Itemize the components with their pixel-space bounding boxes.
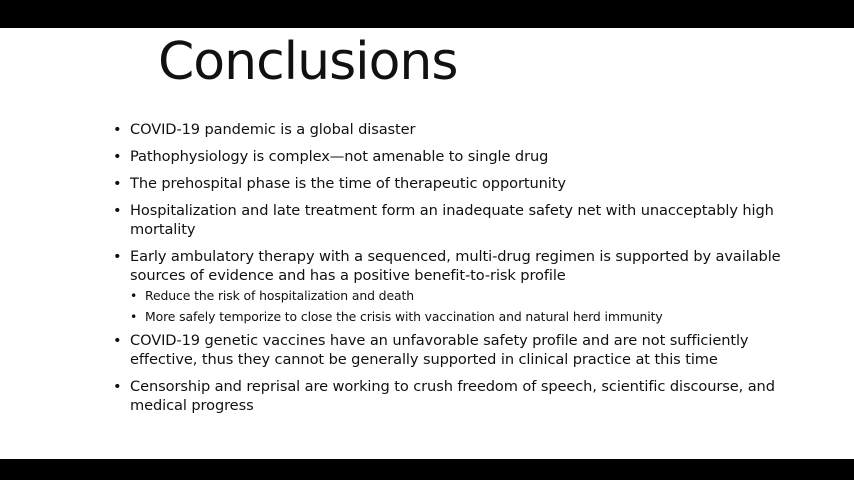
slide-title: Conclusions	[158, 32, 458, 92]
bullet-item: • The prehospital phase is the time of therapeutic opportunity	[113, 174, 793, 193]
bullet-item: • COVID-19 pandemic is a global disaster	[113, 120, 793, 139]
slide	[0, 28, 854, 459]
bullet-item-with-subitems	[113, 247, 793, 325]
bullet-text: Early ambulatory therapy with a sequenced, multi-drug regimen is supported by available sources of evidence and has a positive benefit-to-risk profile	[130, 248, 781, 284]
bullet-item: • COVID-19 genetic vaccines have an unfavorable safety profile and are not sufficiently effective, thus they cannot be generally supported in clinical practice at this time	[113, 331, 793, 369]
sub-bullet-item: • Reduce the risk of hospitalization and death	[130, 288, 793, 304]
bullet-item: • Hospitalization and late treatment form an inadequate safety net with unacceptably high mortality	[113, 201, 793, 239]
sub-bullet-list	[130, 288, 793, 325]
bullet-item: • Censorship and reprisal are working to crush freedom of speech, scientific discourse, and medical progress	[113, 377, 793, 415]
sub-bullet-item: • More safely temporize to close the crisis with vaccination and natural herd immunity	[130, 309, 793, 325]
bullet-item: • Pathophysiology is complex—not amenable to single drug	[113, 147, 793, 166]
bullet-list	[113, 120, 793, 423]
